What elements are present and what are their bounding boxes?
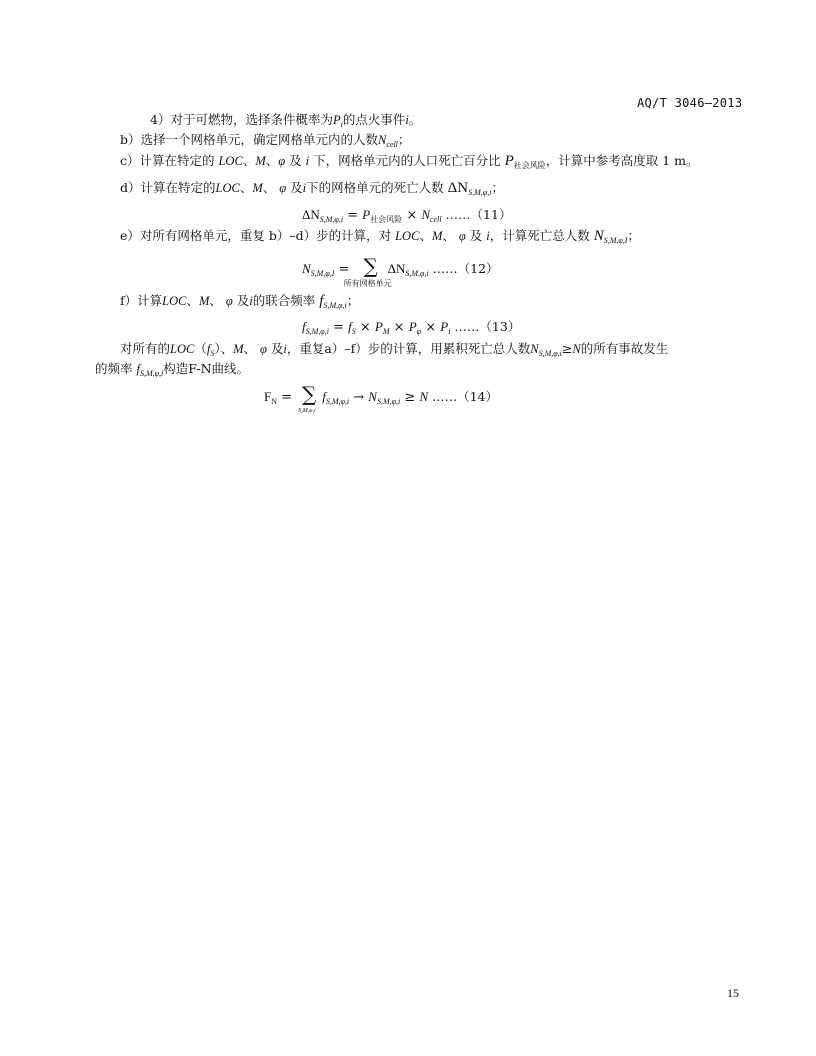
- equation-12: [302, 254, 499, 290]
- times: ×: [421, 320, 441, 335]
- i-var: i: [486, 229, 490, 243]
- step-b-end: ；: [397, 132, 411, 147]
- equation-14: [264, 382, 498, 418]
- n-sub: S,M,φ,i: [538, 349, 562, 358]
- pm-sub: M: [382, 327, 390, 336]
- pphi-var: P: [408, 319, 417, 334]
- equals: =: [328, 320, 349, 335]
- pphi-sub: φ: [416, 327, 422, 336]
- f-sub: S,M,φ,i: [139, 369, 164, 378]
- delta-n: ΔN: [387, 261, 406, 276]
- sep: 、: [265, 153, 279, 168]
- times: ×: [389, 320, 409, 335]
- pm-var: P: [374, 319, 383, 334]
- f-var: f: [136, 362, 140, 376]
- fs-sub: S: [351, 327, 356, 336]
- step-e-line: [120, 228, 640, 244]
- delta-n-var: ΔN: [447, 180, 469, 196]
- n-var: N: [302, 261, 311, 276]
- step-c-line: [120, 153, 699, 169]
- times: ×: [355, 320, 375, 335]
- i-var: i: [405, 113, 409, 127]
- n-var: N: [421, 207, 431, 222]
- step-f-line: [120, 293, 359, 309]
- equation-11: [302, 205, 511, 223]
- i-var: i: [249, 294, 253, 308]
- phi-var: φ: [279, 181, 287, 195]
- step-4-text-2: 的点火事件: [342, 112, 406, 127]
- sep: 、: [262, 180, 280, 195]
- equation-number-12: ……（12）: [428, 261, 499, 276]
- phi-var: φ: [260, 342, 267, 356]
- fs-var: f: [348, 319, 352, 334]
- equals: =: [277, 390, 297, 405]
- loc-var: LOC: [215, 181, 240, 195]
- m-var: M: [252, 181, 263, 195]
- step-d-text: d）计算在特定的: [120, 180, 216, 195]
- loc-var: LOC: [170, 342, 195, 356]
- n-threshold: N: [419, 389, 429, 404]
- equation-number-14: ……（14）: [428, 389, 499, 404]
- delta-n-sub: S,M,φ,i: [405, 269, 429, 278]
- equals: =: [334, 262, 354, 277]
- step-b-line: [120, 132, 410, 148]
- paren-close: ）、: [214, 341, 234, 356]
- step-d-end: ；: [491, 180, 504, 195]
- phi-var: φ: [225, 294, 233, 308]
- step-4-end: 。: [408, 112, 422, 127]
- n-sub: cell: [430, 215, 442, 224]
- n-sub: S,M,φ,I: [603, 236, 628, 245]
- loc-var: LOC: [218, 154, 243, 168]
- p-var: P: [362, 207, 371, 222]
- n-sub: S,M,φ,i: [376, 397, 401, 406]
- sep: 、: [242, 153, 256, 168]
- p-var: P: [504, 153, 514, 169]
- step-b-text: b）选择一个网格单元，确定网格单元内的人数: [120, 132, 379, 147]
- sep: 、: [186, 293, 199, 308]
- sep: 、: [419, 228, 432, 243]
- step-4-line: [150, 112, 421, 128]
- arrow: →: [349, 390, 369, 405]
- para-text-3: 的所有事故发生: [580, 341, 669, 356]
- and-text: 及: [465, 228, 487, 243]
- summation-block: [296, 382, 322, 414]
- f-sub: S,M,φ,i: [323, 301, 347, 310]
- f-var: f: [319, 293, 324, 309]
- ge-sign: ≥: [400, 390, 420, 405]
- p-sub-social-risk: 社会风险: [370, 215, 403, 224]
- summation-sign: ∑: [363, 254, 378, 278]
- delta-n: ΔN: [302, 207, 320, 222]
- para-text-2: 构造F-N曲线。: [163, 361, 250, 376]
- phi-var: φ: [278, 154, 286, 168]
- para-text: 的频率: [95, 361, 137, 376]
- step-e-text: e）对所有网格单元，重复 b）–d）步的计算，对: [120, 228, 396, 243]
- and-text: 及: [266, 341, 284, 356]
- standard-code: AQ/T 3046—2013: [637, 96, 743, 110]
- f-sub: S,M,φ,i: [305, 327, 329, 336]
- equation-number-11: ……（11）: [441, 207, 512, 222]
- loc-var: LOC: [395, 229, 420, 243]
- ge-sign: ≥: [561, 341, 573, 356]
- summation-sign: ∑: [302, 382, 317, 406]
- fs-var: f: [206, 342, 211, 356]
- n-var: N: [530, 342, 539, 356]
- and-text: 及: [232, 293, 250, 308]
- para-text: 对所有的: [120, 341, 171, 356]
- and-text: 及: [286, 180, 303, 195]
- m-var: M: [233, 342, 244, 356]
- pi-var: P: [440, 319, 449, 334]
- step-f-end: ；: [346, 293, 360, 308]
- step-f-text: f）计算: [120, 293, 163, 308]
- p-var: P: [332, 113, 341, 127]
- times: ×: [402, 208, 422, 223]
- paren-open: （: [194, 341, 207, 356]
- i-var: i: [302, 181, 307, 195]
- n-threshold: N: [572, 342, 581, 356]
- summation-under-label: 所有网格单元: [343, 279, 392, 288]
- fn-var: F: [264, 389, 272, 404]
- step-c-end: ，计算中参考高度取 1 m。: [545, 153, 699, 168]
- paragraph-line-2: [95, 361, 249, 377]
- step-e-text-2: ，计算死亡总人数: [489, 228, 594, 243]
- equation-number-13: ……（13）: [450, 319, 521, 334]
- n-var: N: [593, 228, 604, 244]
- p-sub-social-risk: 社会风险: [513, 161, 546, 170]
- i-var: i: [305, 154, 310, 168]
- m-var: M: [255, 154, 266, 168]
- n-sub: cell: [386, 140, 398, 149]
- step-e-end: ；: [627, 228, 640, 243]
- equals: =: [343, 208, 363, 223]
- n-var: N: [368, 389, 377, 404]
- equation-13: [302, 317, 520, 335]
- delta-n-sub: S,M,φ,i: [319, 215, 344, 224]
- fn-sub: N: [271, 397, 278, 406]
- m-var: M: [198, 294, 210, 308]
- n-var: N: [378, 133, 387, 147]
- sep: 、: [442, 228, 459, 243]
- f-sub: S,M,φ,i: [325, 397, 350, 406]
- step-c-text-2: 下，网格单元内的人口死亡百分比: [309, 153, 505, 168]
- phi-var: φ: [458, 229, 466, 243]
- i-var: i: [283, 342, 287, 356]
- step-4-text: 4）对于可燃物，选择条件概率为: [150, 112, 333, 127]
- sep: 、: [243, 341, 261, 356]
- n-sub: S,M,φ,I: [310, 269, 335, 278]
- sep: 、: [239, 180, 253, 195]
- page-number: 15: [727, 986, 739, 1000]
- step-c-text: c）计算在特定的: [120, 153, 219, 168]
- step-f-text-2: 的联合频率: [252, 293, 320, 308]
- f-var: f: [322, 389, 326, 404]
- loc-var: LOC: [162, 294, 187, 308]
- fs-sub: S: [210, 349, 215, 358]
- step-d-line: [120, 180, 504, 196]
- paragraph-line-1: [120, 341, 668, 357]
- p-sub: i: [340, 120, 343, 129]
- pi-sub: i: [448, 327, 451, 336]
- summation-block: [343, 254, 392, 288]
- m-var: M: [431, 229, 443, 243]
- step-d-text-2: 下的网格单元的死亡人数: [306, 180, 448, 195]
- sep: 、: [209, 293, 226, 308]
- para-text-2: ，重复a）–f）步的计算，用累积死亡总人数: [286, 341, 531, 356]
- and-text: 及: [285, 153, 306, 168]
- delta-n-sub: S,M,φ,i: [468, 188, 492, 197]
- summation-under-label: S,M,φ,i: [298, 408, 316, 414]
- f-var: f: [302, 319, 306, 334]
